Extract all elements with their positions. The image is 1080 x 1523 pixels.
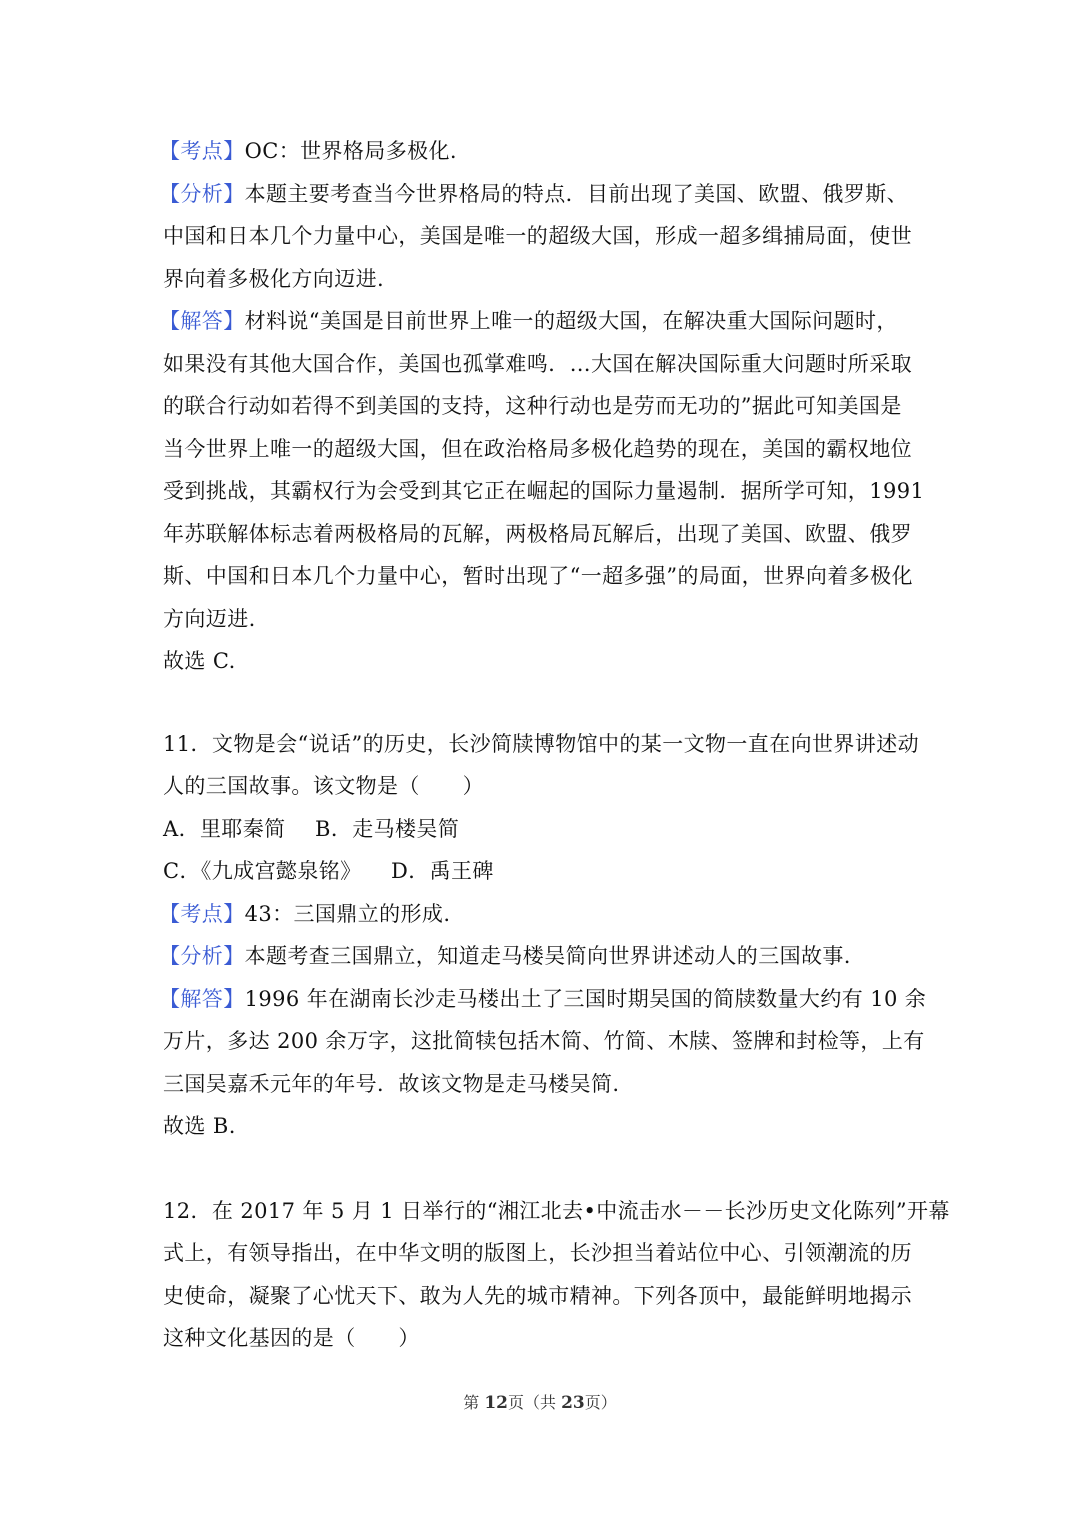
fenxi-tag: 【分析】: [159, 944, 245, 968]
q10-jieda-line: 如果没有其他大国合作，美国也孤掌难鸣．…大国在解决国际重大问题时所采取: [163, 351, 912, 376]
q10-fenxi-line: 界向着多极化方向迈进.: [163, 266, 385, 291]
spacer: [163, 683, 923, 723]
q10-jieda-line: 的联合行动如若得不到美国的支持，这种行动也是劳而无功的”据此可知美国是: [163, 394, 902, 418]
option-a: A．里耶秦简: [163, 816, 286, 841]
option-d: D．禹王碑: [391, 859, 494, 883]
jieda-text: 材料说“美国是目前世界上唯一的超级大国，在解决重大国际问题时，: [244, 309, 898, 333]
option-b: B．走马楼吴简: [315, 816, 460, 841]
jieda-tag: 【解答】: [159, 309, 245, 333]
page-footer: [0, 1390, 1080, 1413]
footer-prefix: 第: [463, 1393, 485, 1412]
q11-fenxi: [159, 935, 923, 978]
q10-jieda-line: 斯、中国和日本几个力量中心，暂时出现了“一超多强”的局面，世界向着多极化: [163, 564, 913, 588]
kaodian-text: 43：三国鼎立的形成.: [244, 901, 451, 926]
footer-suffix: 页）: [584, 1393, 617, 1412]
spacer: [163, 1148, 923, 1190]
q12-stem: 12．在 2017 年 5 月 1 日举行的“湘江北去•中流击水－－长沙历史文化陈列”开幕: [163, 1198, 950, 1223]
option-c: C．《九成宫懿泉铭》: [163, 859, 362, 883]
footer-mid: 页（共: [507, 1393, 562, 1412]
q10-fenxi-line: 中国和日本几个力量中心，美国是唯一的超级大国，形成一超多缉捕局面，使世: [163, 224, 912, 248]
kaodian-tag: 【考点】: [159, 901, 245, 926]
q11-options-cd: [163, 850, 923, 893]
q11-stem: 人的三国故事。该文物是（ ）: [163, 774, 484, 798]
footer-total-pages: 23: [561, 1393, 585, 1413]
q11-jieda: [159, 978, 927, 1021]
q10-jieda-line: 年苏联解体标志着两极格局的瓦解，两极格局瓦解后，出现了美国、欧盟、俄罗: [163, 521, 912, 546]
q10-jieda-line: 当今世界上唯一的超级大国，但在政治格局多极化趋势的现在，美国的霸权地位: [163, 436, 912, 461]
page-content: [159, 130, 950, 1360]
q10-fenxi: [159, 173, 923, 216]
fenxi-text: 本题考查三国鼎立，知道走马楼吴简向世界讲述动人的三国故事.: [244, 944, 851, 968]
jieda-tag: 【解答】: [159, 986, 245, 1011]
q11-jieda-line: 万片，多达 200 余万字，这批简犊包括木简、竹简、木牍、签牌和封检等，上有: [163, 1029, 925, 1053]
fenxi-text: 本题主要考查当今世界格局的特点．目前出现了美国、欧盟、俄罗斯、: [244, 181, 909, 206]
q10-jieda: [159, 300, 923, 343]
q11-kaodian: [159, 893, 923, 936]
q11-jieda-line: 三国吴嘉禾元年的年号．故该文物是走马楼吴简.: [163, 1071, 620, 1096]
q12-stem: 式上，有领导指出，在中华文明的版图上，长沙担当着站位中心、引领潮流的历: [163, 1241, 912, 1265]
q11-stem: 11．文物是会“说话”的历史，长沙简牍博物馆中的某一文物一直在向世界讲述动: [163, 731, 919, 756]
q10-jieda-line: 方向迈进.: [163, 606, 256, 631]
q11-answer: 故选 B.: [163, 1114, 236, 1138]
footer-page-number: 12: [484, 1393, 508, 1413]
q12-stem: 史使命，凝聚了心忧天下、敢为人先的城市精神。下列各顶中，最能鲜明地揭示: [163, 1283, 912, 1308]
fenxi-tag: 【分析】: [159, 181, 245, 206]
q10-jieda-line: 受到挑战，其霸权行为会受到其它正在崛起的国际力量遏制．据所学可知，1991: [163, 479, 925, 503]
jieda-text: 1996 年在湖南长沙走马楼出土了三国时期吴国的简牍数量大约有 10 余: [244, 986, 927, 1011]
q10-kaodian: [159, 130, 923, 173]
q11-options-ab: [163, 808, 923, 851]
q12-stem: 这种文化基因的是（ ）: [163, 1326, 420, 1350]
kaodian-text: OC：世界格局多极化.: [244, 139, 457, 163]
kaodian-tag: 【考点】: [159, 139, 245, 163]
q10-answer: 故选 C.: [163, 649, 236, 673]
